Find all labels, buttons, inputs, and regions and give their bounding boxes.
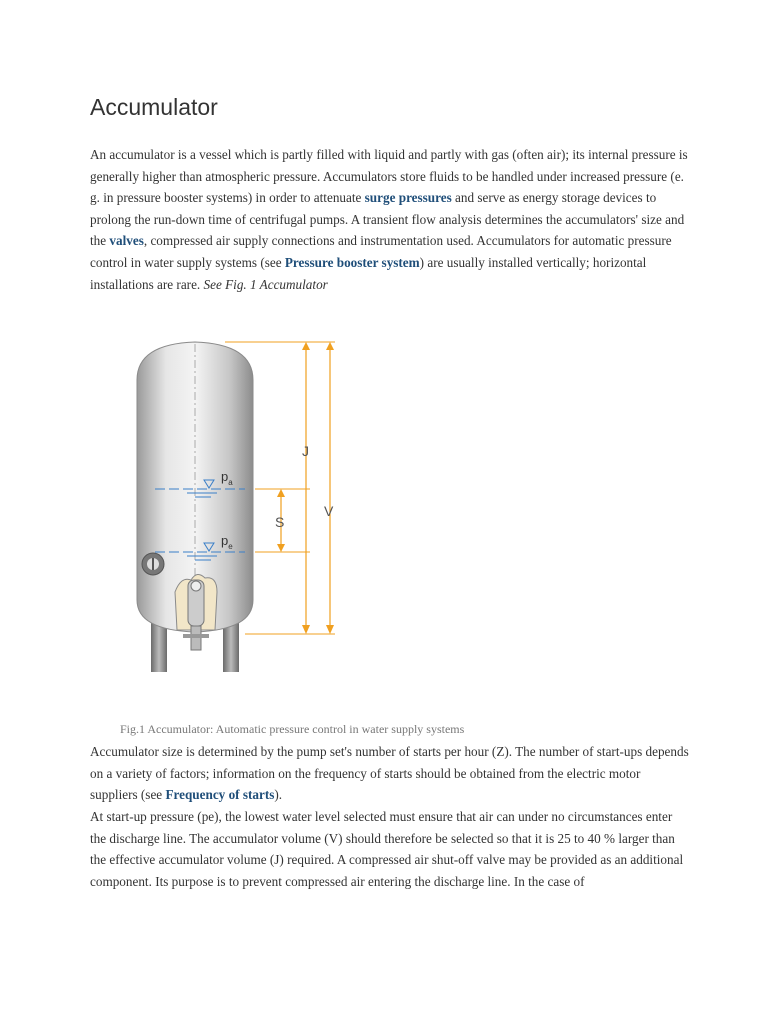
dimension-v — [245, 342, 335, 634]
size-text-2: ). — [274, 787, 283, 803]
valves-link[interactable]: valves — [109, 233, 144, 249]
figure-reference: See Fig. 1 Accumulator — [203, 276, 328, 292]
pa-label: $p_a$ — [221, 469, 233, 487]
j-label: J — [302, 443, 309, 459]
page-title: Accumulator — [90, 94, 218, 120]
startup-paragraph: At start-up pressure (pe), the lowest water level selected must ensure that air can under no circumstances enter the discharge line. The accumulator volume (V) should therefore be selected so that it is 25 to 40 % larger than the effective accumulator volume (J) required. A compressed air shut-off valve may be provided as an additional component. Its purpose is to prevent compressed air entering the discharge line. In the case of — [90, 809, 684, 889]
s-label: S — [275, 514, 285, 530]
sight-glass-icon — [142, 553, 164, 575]
surge-pressures-link[interactable]: surge pressures — [364, 190, 452, 206]
outlet-cutaway — [175, 574, 217, 650]
accumulator-figure — [125, 330, 355, 680]
pe-label: $p_e$ — [221, 533, 233, 551]
figure-caption: Fig.1 Accumulator: Automatic pressure control in water supply systems — [120, 722, 465, 736]
intro-text-1: An accumulator is a vessel which is partly filled with liquid and partly with gas (often air); its internal pressure is generally higher than atmospheric pressure. Accumulators store fluids to be handled under increased pressure (e. g. in pressure booster systems) in order to attenuate — [90, 147, 688, 206]
size-text-1: Accumulator size is determined by the pump set's number of starts per hour (Z). The number of start-ups depends on a variety of factors; information on the frequency of starts should be obtained from the electric motor suppliers (see — [90, 744, 689, 803]
intro-paragraph — [90, 144, 690, 295]
intro-text-2: and serve as energy storage devices to prolong the run-down time of centrifugal pumps. A transient flow analysis determines the accumulators' size and the — [90, 190, 685, 249]
dimension-s — [255, 489, 310, 552]
pressure-booster-system-link[interactable]: Pressure booster system — [284, 254, 420, 270]
intro-text-4: ) are usually installed vertically; horizontal installations are rare. — [90, 254, 647, 292]
frequency-of-starts-link[interactable]: Frequency of starts — [165, 787, 275, 803]
v-label: V — [324, 503, 334, 519]
size-paragraph — [90, 741, 690, 806]
intro-text-3: , compressed air supply connections and instrumentation used. Accumulators for automatic pressure control in water supply systems (see — [90, 233, 672, 270]
